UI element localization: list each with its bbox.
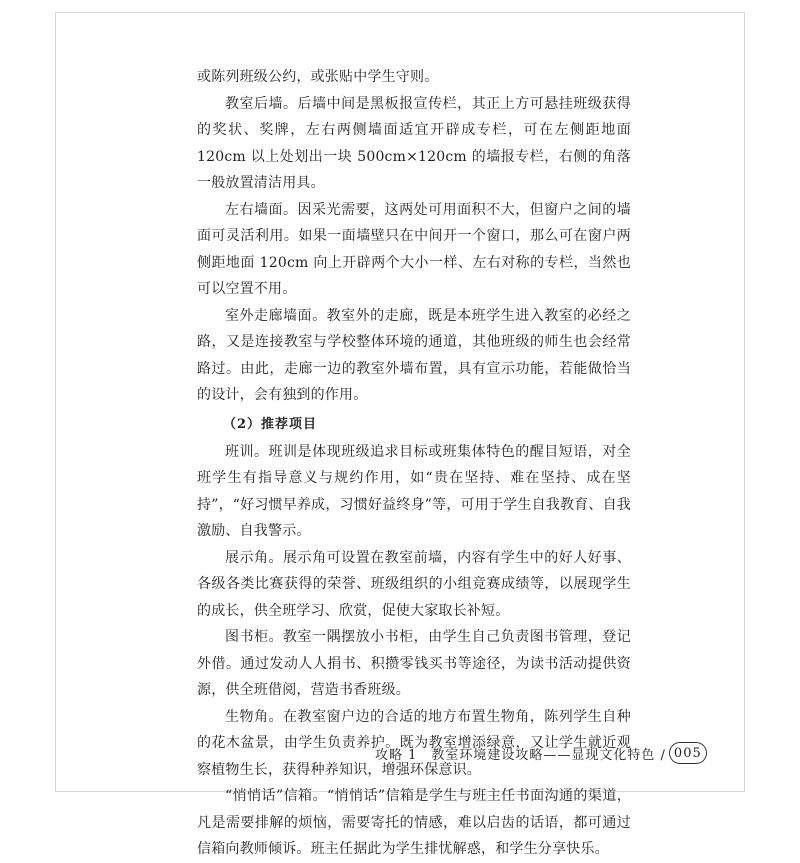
paragraph-whisper-mailbox: “悄悄话”信箱。“悄悄话”信箱是学生与班主任书面沟通的渠道，凡是需要排解的烦恼，需要寄托的情感，难以启齿的话语，都可通过信箱向教师倾诉。班主任据此为学生排忧解惑，和学生分享快乐。	[197, 788, 631, 857]
paragraph-biology-corner: 生物角。在教室窗户边的合适的地方布置生物角，陈列学生自种的花木盆景，由学生负责养护。既为教室增添绿意，又让学生就近观察植物生长，获得种养知识，增强环保意识。	[197, 708, 631, 778]
paragraph-display-corner: 展示角。展示角可设置在教室前墙，内容有学生中的好人好事、各级各类比赛获得的荣誉、班级组织的小组竞赛成绩等，以展现学生的成长，供全班学习、欣赏，促使大家取长补短。	[197, 549, 631, 619]
paragraph-back-wall: 教室后墙。后墙中间是黑板报宣传栏，其正上方可悬挂班级获得的奖状、奖牌，左右两侧墙面适宜开辟成专栏，可在左侧距地面 120cm 以上处划出一块 500cm×120cm 的墙报专栏，右侧的角落一般放置清洁用具。	[197, 95, 631, 191]
paragraph-continuation: 或陈列班级公约，或张贴中学生守则。	[197, 69, 439, 85]
paragraph-side-walls: 左右墙面。因采光需要，这两处可用面积不大，但窗户之间的墙面可灵活利用。如果一面墙壁只在中间开一个窗口，那么可在窗户两侧距地面 120cm 向上开辟两个大小一样、左右对称的专栏，当然也可以空置不用。	[197, 201, 631, 297]
page-footer	[375, 742, 707, 764]
paragraph-class-motto: 班训。班训是体现班级追求目标或班集体特色的醒目短语，对全班学生有指导意义与规约作用，如“贵在坚持、难在坚持、成在坚持”，“好习惯早养成，习惯好益终身”等，可用于学生自我教育、自我激励、自我警示。	[197, 443, 631, 539]
paragraph-corridor-wall: 室外走廊墙面。教室外的走廊，既是本班学生进入教室的必经之路，又是连接教室与学校整体环境的通道，其他班级的师生也会经常路过。由此，走廊一边的教室外墙布置，具有宣示功能，若能做恰当的设计，会有独到的作用。	[197, 307, 631, 403]
running-head: 攻略 1 教室环境建设攻略——显现文化特色 /	[375, 747, 666, 763]
page-number: 005	[669, 742, 707, 764]
paragraph-bookcase: 图书柜。教室一隅摆放小书柜，由学生自己负责图书管理，登记外借。通过发动人人捐书、积攒零钱买书等途径，为读书活动提供资源，供全班借阅，营造书香班级。	[197, 629, 631, 698]
section-subheading: （2）推荐项目	[223, 416, 318, 432]
